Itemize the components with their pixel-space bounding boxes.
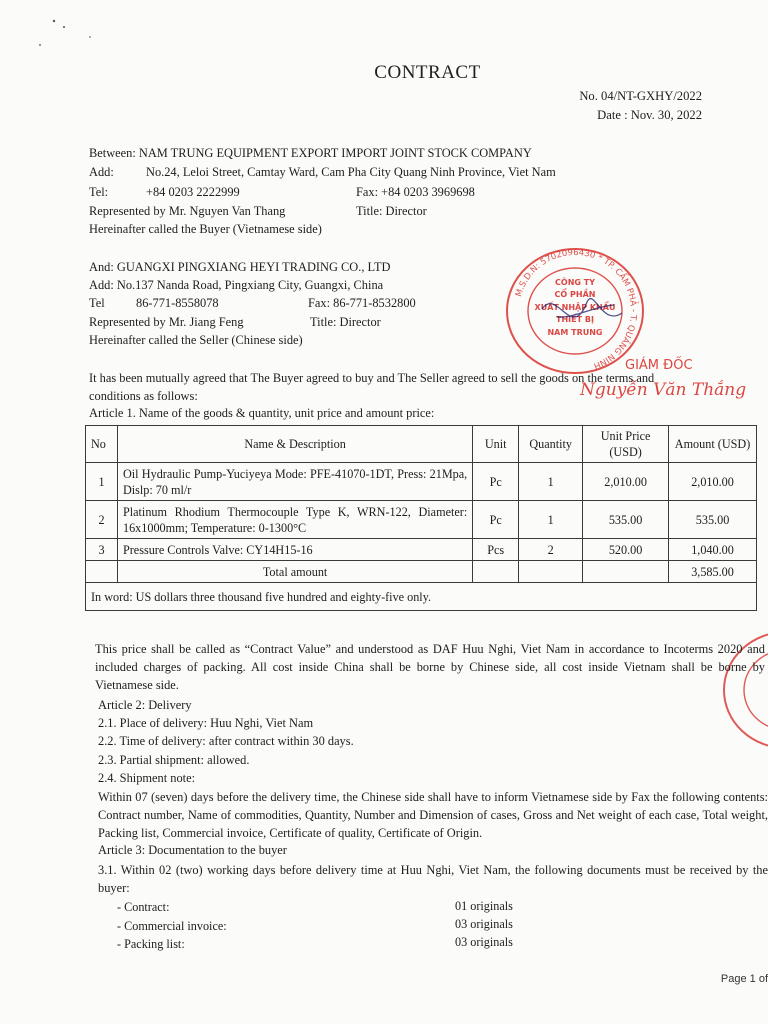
seller-tel: 86-771-8558078 xyxy=(136,296,219,310)
buyer-representative: Represented by Mr. Nguyen Van Thang xyxy=(89,204,286,218)
row-no: 1 xyxy=(86,463,118,501)
svg-text:M.S.D.N: 5702096430 * TP. CẨM: M.S.D.N: 5702096430 * TP. CẨM PHẢ - T. QUẢNG NINH xyxy=(513,247,639,371)
article-3-heading: Article 3: Documentation to the buyer xyxy=(98,843,287,857)
total-amount: 3,585.00 xyxy=(669,561,757,583)
article-2-heading: Article 2: Delivery xyxy=(98,698,192,712)
total-empty-cell xyxy=(473,561,519,583)
header-unit: Unit xyxy=(473,426,519,463)
row-no: 2 xyxy=(86,501,118,539)
row-description: Platinum Rhodium Thermocouple Type K, WRN-122, Diameter: 16x1000mm; Temperature: 0-1300°C xyxy=(117,501,472,539)
seller-hereinafter: Hereinafter called the Seller (Chinese side) xyxy=(89,333,303,347)
buyer-add-label: Add: xyxy=(89,165,114,179)
seller-tel-label: Tel xyxy=(89,296,105,310)
svg-text:NAM TRUNG: NAM TRUNG xyxy=(547,328,603,337)
shipment-note-text: Within 07 (seven) days before the delivery time, the Chinese side shall have to inform Vietnamese side by Fax the following contents: Contract number, Name of commodities, Quantity, Number and Dimension of cases, Gross and Net weight of each case, Total weight, Packing list, Commercial invoice, Certificate of quality, Certificate of Origin. xyxy=(98,790,768,840)
table-header-row xyxy=(86,426,757,463)
row-amount: 535.00 xyxy=(669,501,757,539)
doc-item-copies: 03 originals xyxy=(455,935,513,949)
total-empty-cell xyxy=(519,561,583,583)
partial-shipment: 2.3. Partial shipment: allowed. xyxy=(98,753,250,767)
seller-representative: Represented by Mr. Jiang Feng xyxy=(89,315,244,329)
svg-text:CÔNG TY: CÔNG TY xyxy=(555,278,595,287)
row-quantity: 1 xyxy=(519,501,583,539)
total-empty-cell xyxy=(583,561,669,583)
row-amount: 2,010.00 xyxy=(669,463,757,501)
header-amount: Amount (USD) xyxy=(669,426,757,463)
svg-text:CỔ PHẦN: CỔ PHẦN xyxy=(554,290,596,299)
contract-title: CONTRACT xyxy=(374,62,481,83)
signer-name: Nguyễn Văn Thắng xyxy=(580,380,747,400)
shipment-note-heading: 2.4. Shipment note: xyxy=(98,771,196,785)
doc-item-name: - Contract: xyxy=(117,900,170,914)
seller-and: And: GUANGXI PINGXIANG HEYI TRADING CO., LTD xyxy=(89,260,391,274)
contract-number: No. 04/NT-GXHY/2022 xyxy=(579,89,702,103)
total-empty-cell xyxy=(86,561,118,583)
row-unit-price: 520.00 xyxy=(583,539,669,561)
header-quantity: Quantity xyxy=(519,426,583,463)
buyer-between: Between: NAM TRUNG EQUIPMENT EXPORT IMPORT JOINT STOCK COMPANY xyxy=(89,146,532,160)
goods-table xyxy=(85,425,757,611)
doc-item-name: - Commercial invoice: xyxy=(117,919,227,933)
seller-rep-title: Title: Director xyxy=(310,315,381,329)
agreement-line-2: conditions as follows: xyxy=(89,389,198,403)
row-unit-price: 535.00 xyxy=(583,501,669,539)
company-seal xyxy=(502,247,648,375)
table-row xyxy=(86,501,757,539)
buyer-fax: Fax: +84 0203 3969698 xyxy=(356,185,475,199)
table-row xyxy=(86,463,757,501)
row-unit-price: 2,010.00 xyxy=(583,463,669,501)
in-word-text: In word: US dollars three thousand five hundred and eighty-five only. xyxy=(86,583,757,611)
total-label: Total amount xyxy=(117,561,472,583)
scan-specks xyxy=(30,15,100,55)
doc-item-name: - Packing list: xyxy=(117,937,185,951)
row-amount: 1,040.00 xyxy=(669,539,757,561)
signer-position: GIÁM ĐỐC xyxy=(625,358,693,373)
article-3-intro: 3.1. Within 02 (two) working days before delivery time at Huu Nghi, Viet Nam, the following documents must be received by the buyer: xyxy=(98,863,768,895)
buyer-address: No.24, Leloi Street, Camtay Ward, Cam Pha City Quang Ninh Province, Viet Nam xyxy=(146,165,556,179)
in-word-row xyxy=(86,583,757,611)
header-description: Name & Description xyxy=(117,426,472,463)
buyer-tel: +84 0203 2222999 xyxy=(146,185,240,199)
row-quantity: 2 xyxy=(519,539,583,561)
doc-item-copies: 01 originals xyxy=(455,899,513,913)
total-row xyxy=(86,561,757,583)
buyer-hereinafter: Hereinafter called the Buyer (Vietnamese side) xyxy=(89,222,322,236)
seller-address: Add: No.137 Nanda Road, Pingxiang City, Guangxi, China xyxy=(89,278,384,292)
buyer-tel-label: Tel: xyxy=(89,185,109,199)
header-no: No xyxy=(86,426,118,463)
row-description: Oil Hydraulic Pump-Yuciyeya Mode: PFE-41070-1DT, Press: 21Mpa, Dislp: 70 ml/r xyxy=(117,463,472,501)
delivery-place: 2.1. Place of delivery: Huu Nghi, Viet Nam xyxy=(98,716,314,730)
row-unit: Pcs xyxy=(473,539,519,561)
seller-fax: Fax: 86-771-8532800 xyxy=(308,296,416,310)
delivery-time: 2.2. Time of delivery: after contract within 30 days. xyxy=(98,734,354,748)
article-1-heading: Article 1. Name of the goods & quantity, unit price and amount price: xyxy=(89,406,435,420)
doc-item-copies: 03 originals xyxy=(455,917,513,931)
row-no: 3 xyxy=(86,539,118,561)
header-unit-price: Unit Price (USD) xyxy=(583,426,669,463)
svg-text:THIẾT BỊ: THIẾT BỊ xyxy=(556,315,594,324)
contract-date: Date : Nov. 30, 2022 xyxy=(597,108,702,122)
row-unit: Pc xyxy=(473,463,519,501)
svg-text:XUẤT NHẬP KHẨU: XUẤT NHẬP KHẨU xyxy=(534,303,616,312)
row-description: Pressure Controls Valve: CY14H15-16 xyxy=(117,539,472,561)
table-row xyxy=(86,539,757,561)
row-unit: Pc xyxy=(473,501,519,539)
agreement-line-1: It has been mutually agreed that The Buyer agreed to buy and The Seller agreed to sell the goods on the terms and xyxy=(89,371,655,385)
row-quantity: 1 xyxy=(519,463,583,501)
contract-value-paragraph: This price shall be called as “Contract Value” and understood as DAF Huu Nghi, Viet Nam in accordance to Incoterms 2020 and included charges of packing. All cost inside China shall be borne by Chinese side, all cost inside Vietnam shall be borne by Vietnamese side. xyxy=(95,642,765,692)
buyer-rep-title: Title: Director xyxy=(356,204,427,218)
page-number: Page 1 of xyxy=(720,973,768,985)
